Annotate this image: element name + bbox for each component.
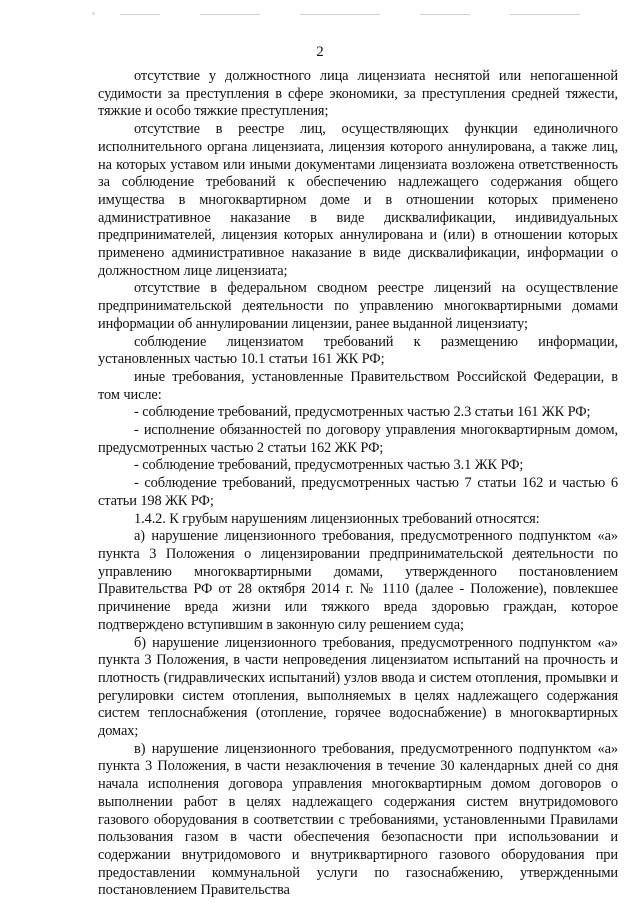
paragraph-violation-c: в) нарушение лицензионного требования, предусмотренного подпунктом «а» пункта 3 Положения, в части незаключения в течение 30 календарных дней со дня начала исполнения договора управления многоквартирным домом договоров о выполнении работ в целях надлежащего содержания систем внутридомового газового оборудования в соответствии с требованиями, установленными Правилами пользования газом в части обеспечения безопасности при использовании и содержании внутридомового и внутриквартирного газового оборудования при предоставлении коммунальной услуги по газоснабжению, утвержденными постановлением Правительства: [98, 740, 618, 899]
paragraph-no-criminal-record: отсутствие у должностного лица лицензиата неснятой или непогашенной судимости за преступления в сфере экономики, за преступления средней тяжести, тяжкие и особо тяжкие преступления;: [98, 68, 618, 120]
list-item-requirement: - соблюдение требований, предусмотренных частью 7 статьи 162 и частью 6 статьи 198 ЖК РФ;: [98, 475, 618, 509]
scan-artifact-line: [200, 14, 260, 15]
list-item-requirement: - соблюдение требований, предусмотренных частью 3.1 ЖК РФ;: [134, 457, 524, 474]
scan-artifact-line: [300, 14, 380, 15]
page-number: 2: [316, 44, 324, 60]
scan-artifact-mark: °: [92, 12, 95, 19]
list-item-requirement: - соблюдение требований, предусмотренных частью 2.3 статьи 161 ЖК РФ;: [134, 404, 591, 421]
paragraph-other-requirements: иные требования, установленные Правительством Российской Федерации, в том числе:: [98, 368, 618, 403]
paragraph-disqualification-registry: отсутствие в реестре лиц, осуществляющих функции единоличного исполнительного органа лицензиата, лицензия которого аннулирована, а также лиц, на которых уставом или иными документами лицензиата возложена ответственность за соблюдение требований к обеспечению надлежащего содержания общего имущества в многоквартирном доме и в отношении которых применено административное наказание в виде дисквалификации, индивидуальных предпринимателей, лицензия которых аннулирована и (или) в отношении которых применено административное наказание в виде дисквалификации, информации о должностном лице лицензиата;: [98, 121, 618, 279]
scan-artifact-line: [120, 14, 160, 15]
document-body: [98, 68, 618, 900]
paragraph-federal-license-registry: отсутствие в федеральном сводном реестре лицензий на осуществление предпринимательской деятельности по управлению многоквартирными домами информации об аннулировании лицензии, ранее выданной лицензиату;: [98, 280, 618, 332]
section-heading-gross-violations: 1.4.2. К грубым нарушениям лицензионных требований относятся:: [134, 510, 540, 527]
paragraph-info-disclosure: соблюдение лицензиатом требований к размещению информации, установленных частью 10.1 статьи 161 ЖК РФ;: [98, 333, 618, 368]
scan-artifact-line: [420, 14, 470, 15]
paragraph-violation-a: а) нарушение лицензионного требования, предусмотренного подпунктом «а» пункта 3 Положения о лицензировании предпринимательской деятельности по управлению многоквартирными домами, утвержденного постановлением Правительства РФ от 28 октября 2014 г. № 1110 (далее - Положение), повлекшее причинение вреда жизни или тяжкого вреда здоровью граждан, которое подтверждено вступившим в законную силу решением суда;: [98, 528, 618, 633]
paragraph-violation-b: б) нарушение лицензионного требования, предусмотренного подпунктом «а» пункта 3 Положения, в части непроведения лицензиатом испытаний на прочность и плотность (гидравлических испытаний) узлов ввода и систем отопления, промывки и регулировки систем отопления, выполняемых в целях надлежащего содержания систем теплоснабжения (отопление, горячее водоснабжение) в многоквартирных домах;: [98, 634, 618, 740]
list-item-requirement: - исполнение обязанностей по договору управления многоквартирным домом, предусмотренных частью 2 статьи 162 ЖК РФ;: [98, 422, 618, 456]
scan-artifact-line: [510, 14, 580, 15]
